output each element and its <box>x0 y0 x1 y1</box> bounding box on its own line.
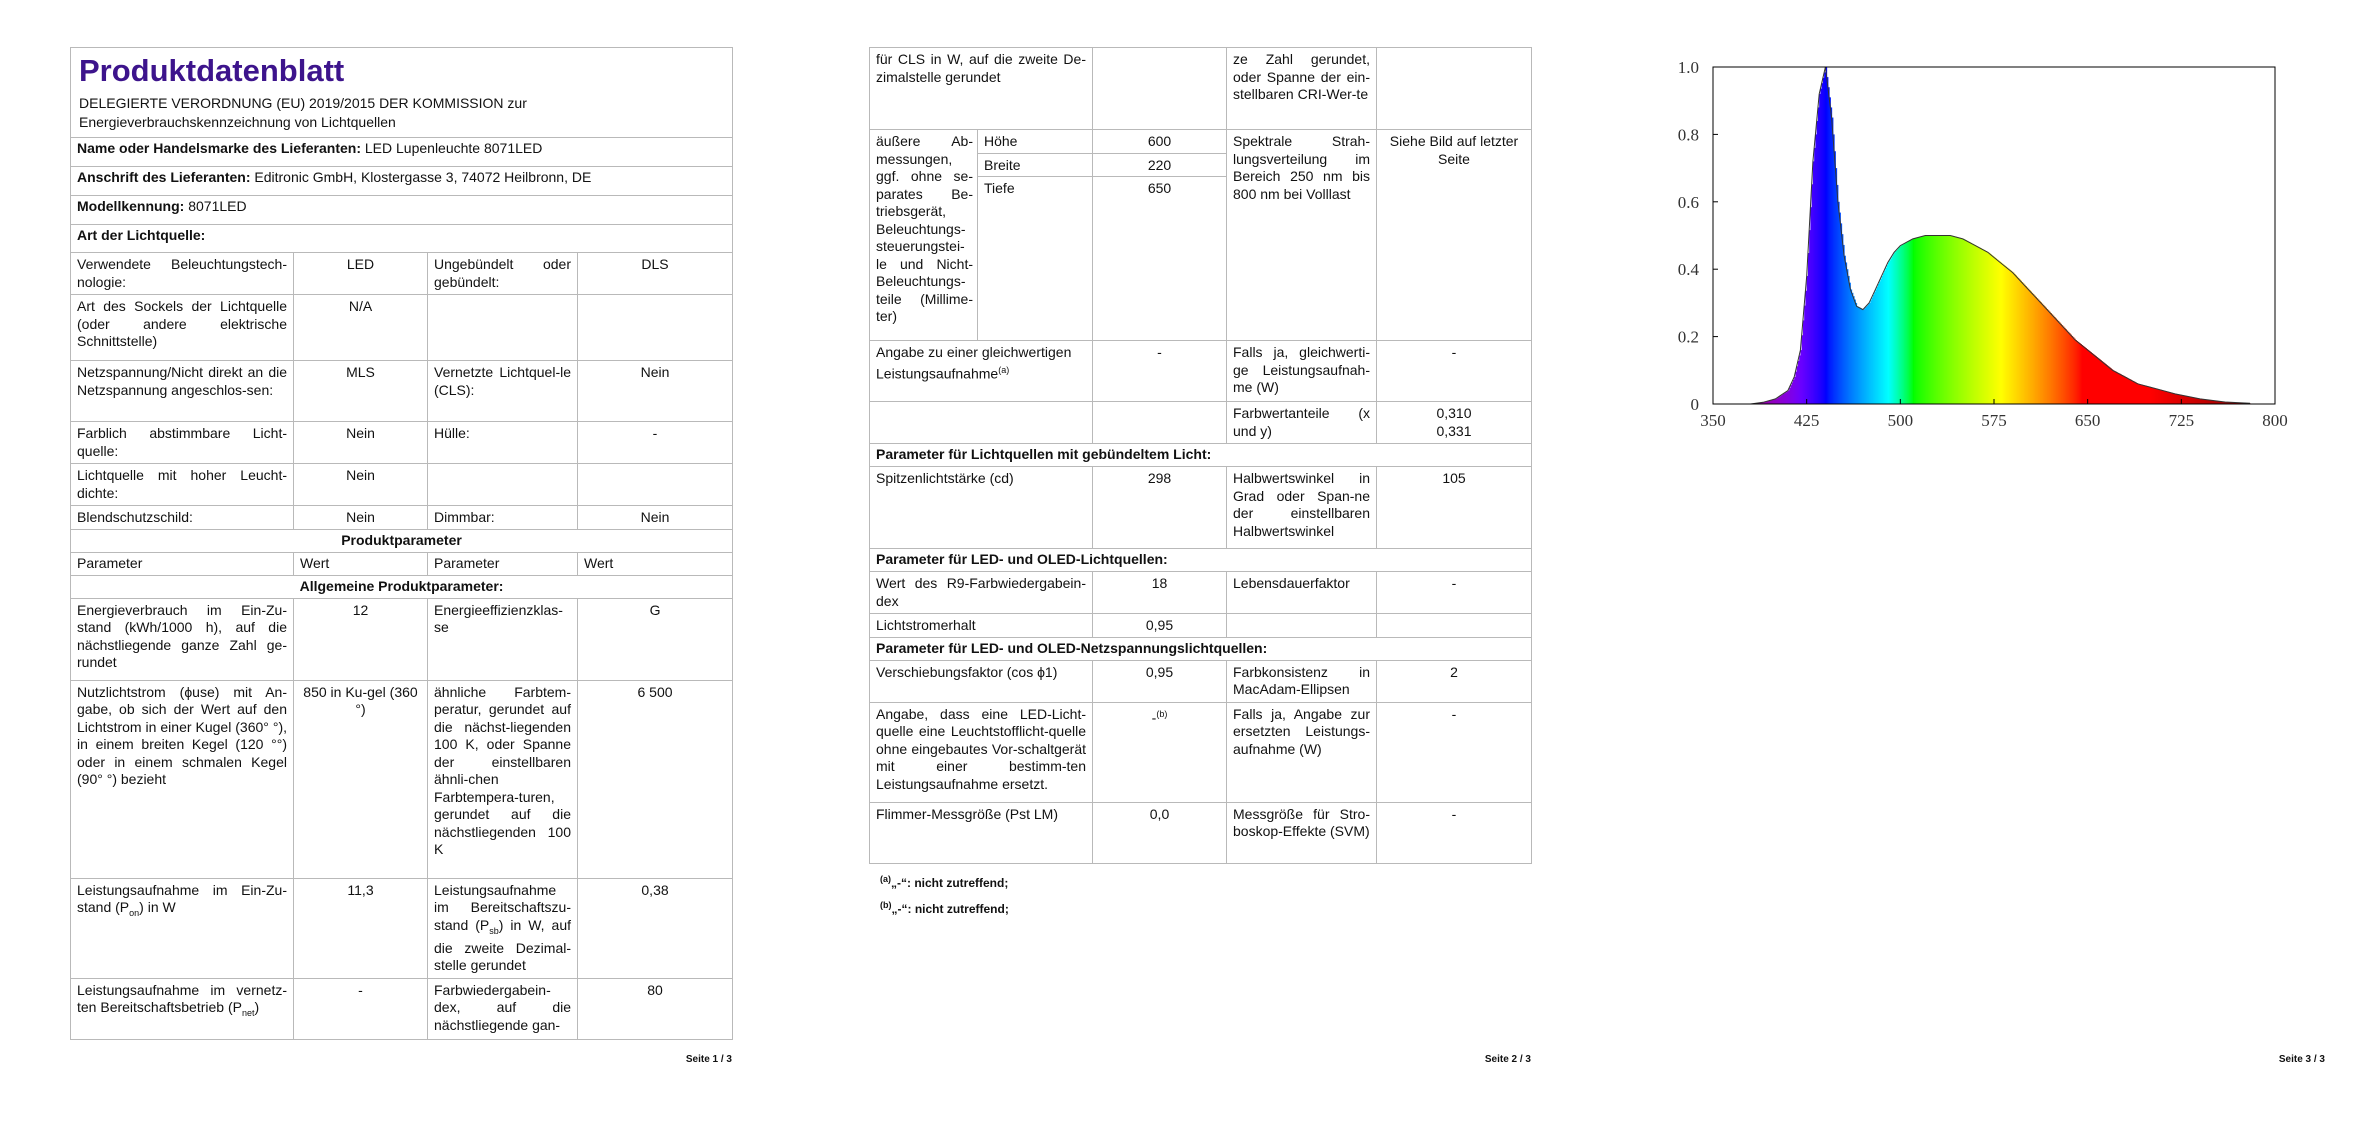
width-label: Breite <box>978 153 1093 177</box>
column-header-value: Wert <box>578 552 733 575</box>
supplier-address-label: Anschrift des Lieferanten: <box>77 169 251 185</box>
standby-power-label-text: Leistungsaufnahme im Bereitschaftszu-stand (P <box>434 881 571 933</box>
stroboscopic-label: Messgröße für Stro-boskop-Effekte (SVM) <box>1227 802 1377 863</box>
x-tick-label: 425 <box>1793 411 1820 430</box>
model-row <box>71 196 733 225</box>
displacement-factor-value: 0,95 <box>1093 660 1227 702</box>
survival-factor-value: - <box>1377 572 1532 614</box>
standby-power-subscript: sb <box>489 925 499 936</box>
color-temperature-label: ähnliche Farbtem-peratur, gerundet auf die nächst-liegenden 100 K, oder Spanne der einstellbaren ähnli-chen Farbtempera-turen, gerundet auf die nächstliegenden 100 K <box>428 680 578 878</box>
spectrum-value: Siehe Bild auf letzter Seite <box>1377 130 1532 341</box>
stroboscopic-value: - <box>1377 802 1532 863</box>
supplier-address-value: Editronic GmbH, Klostergasse 3, 74072 Heilbronn, DE <box>254 169 592 185</box>
dimensions-label: äußere Ab-messungen, ggf. ohne se-parates Be-triebsgerät, Beleuchtungs-steuerungstei-le und Nicht-Beleuchtungs-teile (Millime-ter) <box>870 130 978 341</box>
spectrum-fill <box>1752 67 2251 404</box>
spectrum-label: Spektrale Strah-lungsverteilung im Bereich 250 nm bis 800 nm bei Volllast <box>1227 130 1377 341</box>
glare-value: Nein <box>294 506 428 530</box>
standby-power-label-unit: ) in W, auf die zweite Dezimal-stelle gerundet <box>434 916 571 974</box>
equivalent-power-value: - <box>1377 341 1532 402</box>
cri-label: Farbwiedergabein-dex, auf die nächstliegende gan- <box>428 978 578 1039</box>
tunable-value: Nein <box>294 422 428 464</box>
peak-intensity-label: Spitzenlichtstärke (cd) <box>870 467 1093 549</box>
lumen-maintenance-label: Lichtstromerhalt <box>870 614 1093 638</box>
product-params-heading: Produktparameter <box>71 529 733 552</box>
dimmable-value: Nein <box>578 506 733 530</box>
cls-label: Vernetzte Lichtquel-le (CLS): <box>428 361 578 422</box>
standby-power-label <box>428 878 578 978</box>
empty-cell <box>1227 614 1377 638</box>
x-tick-label: 350 <box>1700 411 1726 430</box>
y-tick-label: 0.2 <box>1677 327 1699 347</box>
spectrum-chart-svg <box>1660 40 2340 460</box>
y-tick-label: 0 <box>1690 395 1699 414</box>
y-tick-label: 0.4 <box>1677 260 1699 280</box>
energy-class-value: G <box>578 598 733 680</box>
energy-consumption-value: 12 <box>294 598 428 680</box>
on-mode-power-label <box>71 878 294 978</box>
networked-standby-label <box>71 978 294 1039</box>
mains-value: MLS <box>294 361 428 422</box>
energy-class-label: Energieeffizienzklas-se <box>428 598 578 680</box>
column-header-value: Wert <box>294 552 428 575</box>
on-mode-power-subscript: on <box>129 907 140 918</box>
regulation-text: DELEGIERTE VERORDNUNG (EU) 2019/2015 DER KOMMISSION zur Energieverbrauchskennzeichnung von Lichtquellen <box>79 95 527 130</box>
on-mode-power-value: 11,3 <box>294 878 428 978</box>
supplier-name-row <box>71 138 733 167</box>
width-value: 220 <box>1093 153 1227 177</box>
footnote-a-text: „-“: nicht zutreffend; <box>891 876 1009 890</box>
envelope-value: - <box>578 422 733 464</box>
r9-value: 18 <box>1093 572 1227 614</box>
model-value: 8071LED <box>188 198 247 214</box>
x-tick-label: 800 <box>2262 411 2288 430</box>
energy-consumption-label: Energieverbrauch im Ein-Zu-stand (kWh/1000 h), auf die nächstliegende ganze Zahl ge-rundet <box>71 598 294 680</box>
mains-led-heading: Parameter für LED- und OLED-Netzspannungslichtquellen: <box>870 637 1532 660</box>
cls-standby-cont-label: für CLS in W, auf die zweite De-zimalstelle gerundet <box>870 48 1093 130</box>
survival-factor-label: Lebensdauerfaktor <box>1227 572 1377 614</box>
networked-standby-label-unit: ) <box>254 999 260 1015</box>
on-mode-power-label-text: Leistungsaufnahme im Ein-Zu-stand (P <box>77 881 287 915</box>
general-params-heading: Allgemeine Produktparameter: <box>71 575 733 598</box>
footnote-b <box>880 894 1009 920</box>
height-label: Höhe <box>978 130 1093 154</box>
mains-label: Netzspannung/Nicht direkt an die Netzspannung angeschlos-sen: <box>71 361 294 422</box>
peak-intensity-value: 298 <box>1093 467 1227 549</box>
footnote-a <box>880 868 1009 894</box>
luminous-flux-label: Nutzlichtstrom (ϕuse) mit An-gabe, ob sich der Wert auf den Lichtstrom in einer Kugel (360° °), in einem breiten Kegel (120 °°) oder in einem schmalen Kegel (90° °) bezieht <box>71 680 294 878</box>
height-value: 600 <box>1093 130 1227 154</box>
empty-cell <box>428 464 578 506</box>
page-footer-3: Seite 3 / 3 <box>2278 1054 2325 1065</box>
cri-cont-label: ze Zahl gerundet, oder Spanne der ein-stellbaren CRI-Wer-te <box>1227 48 1377 130</box>
y-tick-label: 1.0 <box>1677 58 1699 77</box>
datasheet-table-page1 <box>70 47 733 1040</box>
y-tick-label: 0.8 <box>1677 125 1699 145</box>
supplier-address-row <box>71 167 733 196</box>
equivalent-power-indicator-label <box>870 341 1093 402</box>
networked-standby-label-text: Leistungsaufnahme im vernetz-ten Bereitschaftsbetrieb (P <box>77 981 287 1015</box>
empty-cell <box>1377 48 1532 130</box>
y-tick-label: 0.6 <box>1677 192 1699 212</box>
tech-label: Verwendete Beleuchtungstech-nologie: <box>71 253 294 295</box>
replacement-claim-value <box>1093 702 1227 802</box>
chromaticity-x: 0,310 <box>1436 405 1472 421</box>
dimmable-label: Dimmbar: <box>428 506 578 530</box>
tunable-label: Farblich abstimmbare Licht-quelle: <box>71 422 294 464</box>
empty-cell <box>1377 614 1532 638</box>
footnote-b-marker: (b) <box>1156 708 1168 719</box>
empty-cell <box>1093 402 1227 444</box>
x-tick-label: 575 <box>1981 411 2007 430</box>
flicker-label: Flimmer-Messgröße (Pst LM) <box>870 802 1093 863</box>
footnote-b-text: „-“: nicht zutreffend; <box>891 902 1009 916</box>
envelope-label: Hülle: <box>428 422 578 464</box>
replacement-claim-label: Angabe, dass eine LED-Licht-quelle eine Leuchtstofflicht-quelle ohne eingebautes Vor-schaltgerät mit einer bestimm-ten Leistungsaufnahme ersetzt. <box>870 702 1093 802</box>
empty-cell <box>578 464 733 506</box>
footnote-b-label: (b) <box>880 900 892 910</box>
empty-cell <box>428 295 578 361</box>
high-luminance-value: Nein <box>294 464 428 506</box>
page-1 <box>0 0 793 1122</box>
spectrum-chart <box>1660 40 2340 465</box>
empty-cell <box>1093 48 1227 130</box>
r9-label: Wert des R9-Farbwiedergabein-dex <box>870 572 1093 614</box>
header-cell <box>71 48 733 138</box>
cls-value: Nein <box>578 361 733 422</box>
footnote-a-label: (a) <box>880 874 891 884</box>
beam-angle-label: Halbwertswinkel in Grad oder Span-ne der einstellbaren Halbwertswinkel <box>1227 467 1377 549</box>
x-tick-label: 650 <box>2074 411 2101 430</box>
bundled-value: DLS <box>578 253 733 295</box>
high-luminance-label: Lichtquelle mit hoher Leucht-dichte: <box>71 464 294 506</box>
flicker-value: 0,0 <box>1093 802 1227 863</box>
supplier-name-value: LED Lupenleuchte 8071LED <box>364 140 543 156</box>
on-mode-power-label-unit: ) in W <box>139 899 176 915</box>
cri-value: 80 <box>578 978 733 1039</box>
model-label: Modellkennung: <box>77 198 185 214</box>
tech-value: LED <box>294 253 428 295</box>
chromaticity-value <box>1377 402 1532 444</box>
footnotes <box>880 868 1009 920</box>
color-consistency-label: Farbkonsistenz in MacAdam-Ellipsen <box>1227 660 1377 702</box>
color-temperature-value: 6 500 <box>578 680 733 878</box>
glare-label: Blendschutzschild: <box>71 506 294 530</box>
x-tick-label: 500 <box>1887 411 1914 430</box>
x-tick-label: 725 <box>2168 411 2195 430</box>
luminous-flux-value: 850 in Ku-gel (360 °) <box>294 680 428 878</box>
networked-standby-value: - <box>294 978 428 1039</box>
replaced-power-label: Falls ja, Angabe zur ersetzten Leistungs-aufnahme (W) <box>1227 702 1377 802</box>
replacement-claim-dash: - <box>1151 709 1157 726</box>
chromaticity-label: Farbwertanteile (x und y) <box>1227 402 1377 444</box>
empty-cell <box>870 402 1093 444</box>
lumen-maintenance-value: 0,95 <box>1093 614 1227 638</box>
displacement-factor-label: Verschiebungsfaktor (cos ϕ1) <box>870 660 1093 702</box>
socket-label: Art des Sockels der Lichtquelle (oder andere elektrische Schnittstelle) <box>71 295 294 361</box>
footnote-a-marker: (a) <box>998 364 1010 375</box>
beam-angle-value: 105 <box>1377 467 1532 549</box>
page-footer-2: Seite 2 / 3 <box>1484 1054 1531 1065</box>
chromaticity-y: 0,331 <box>1436 422 1472 439</box>
supplier-name-label: Name oder Handelsmarke des Lieferanten: <box>77 140 361 156</box>
source-type-heading: Art der Lichtquelle: <box>71 225 733 253</box>
bundled-label: Ungebündelt oder gebündelt: <box>428 253 578 295</box>
empty-cell <box>578 295 733 361</box>
led-oled-heading: Parameter für LED- und OLED-Lichtquellen: <box>870 549 1532 572</box>
page-title: Produktdatenblatt <box>79 53 345 88</box>
equivalent-power-label: Falls ja, gleichwerti-ge Leistungsaufnah-me (W) <box>1227 341 1377 402</box>
networked-standby-subscript: net <box>241 1007 255 1018</box>
equivalent-power-indicator-text: Angabe zu einer gleichwertigen Leistungsaufnahme <box>876 344 1072 382</box>
depth-value: 650 <box>1093 177 1227 341</box>
replaced-power-value: - <box>1377 702 1532 802</box>
column-header-parameter: Parameter <box>71 552 294 575</box>
depth-label: Tiefe <box>978 177 1093 341</box>
color-consistency-value: 2 <box>1377 660 1532 702</box>
socket-value: N/A <box>294 295 428 361</box>
page-footer-1: Seite 1 / 3 <box>685 1054 732 1065</box>
standby-power-value: 0,38 <box>578 878 733 978</box>
column-header-parameter: Parameter <box>428 552 578 575</box>
directional-heading: Parameter für Lichtquellen mit gebündeltem Licht: <box>870 444 1532 467</box>
equivalent-power-indicator-value: - <box>1093 341 1227 402</box>
datasheet-table-page2 <box>869 47 1532 864</box>
